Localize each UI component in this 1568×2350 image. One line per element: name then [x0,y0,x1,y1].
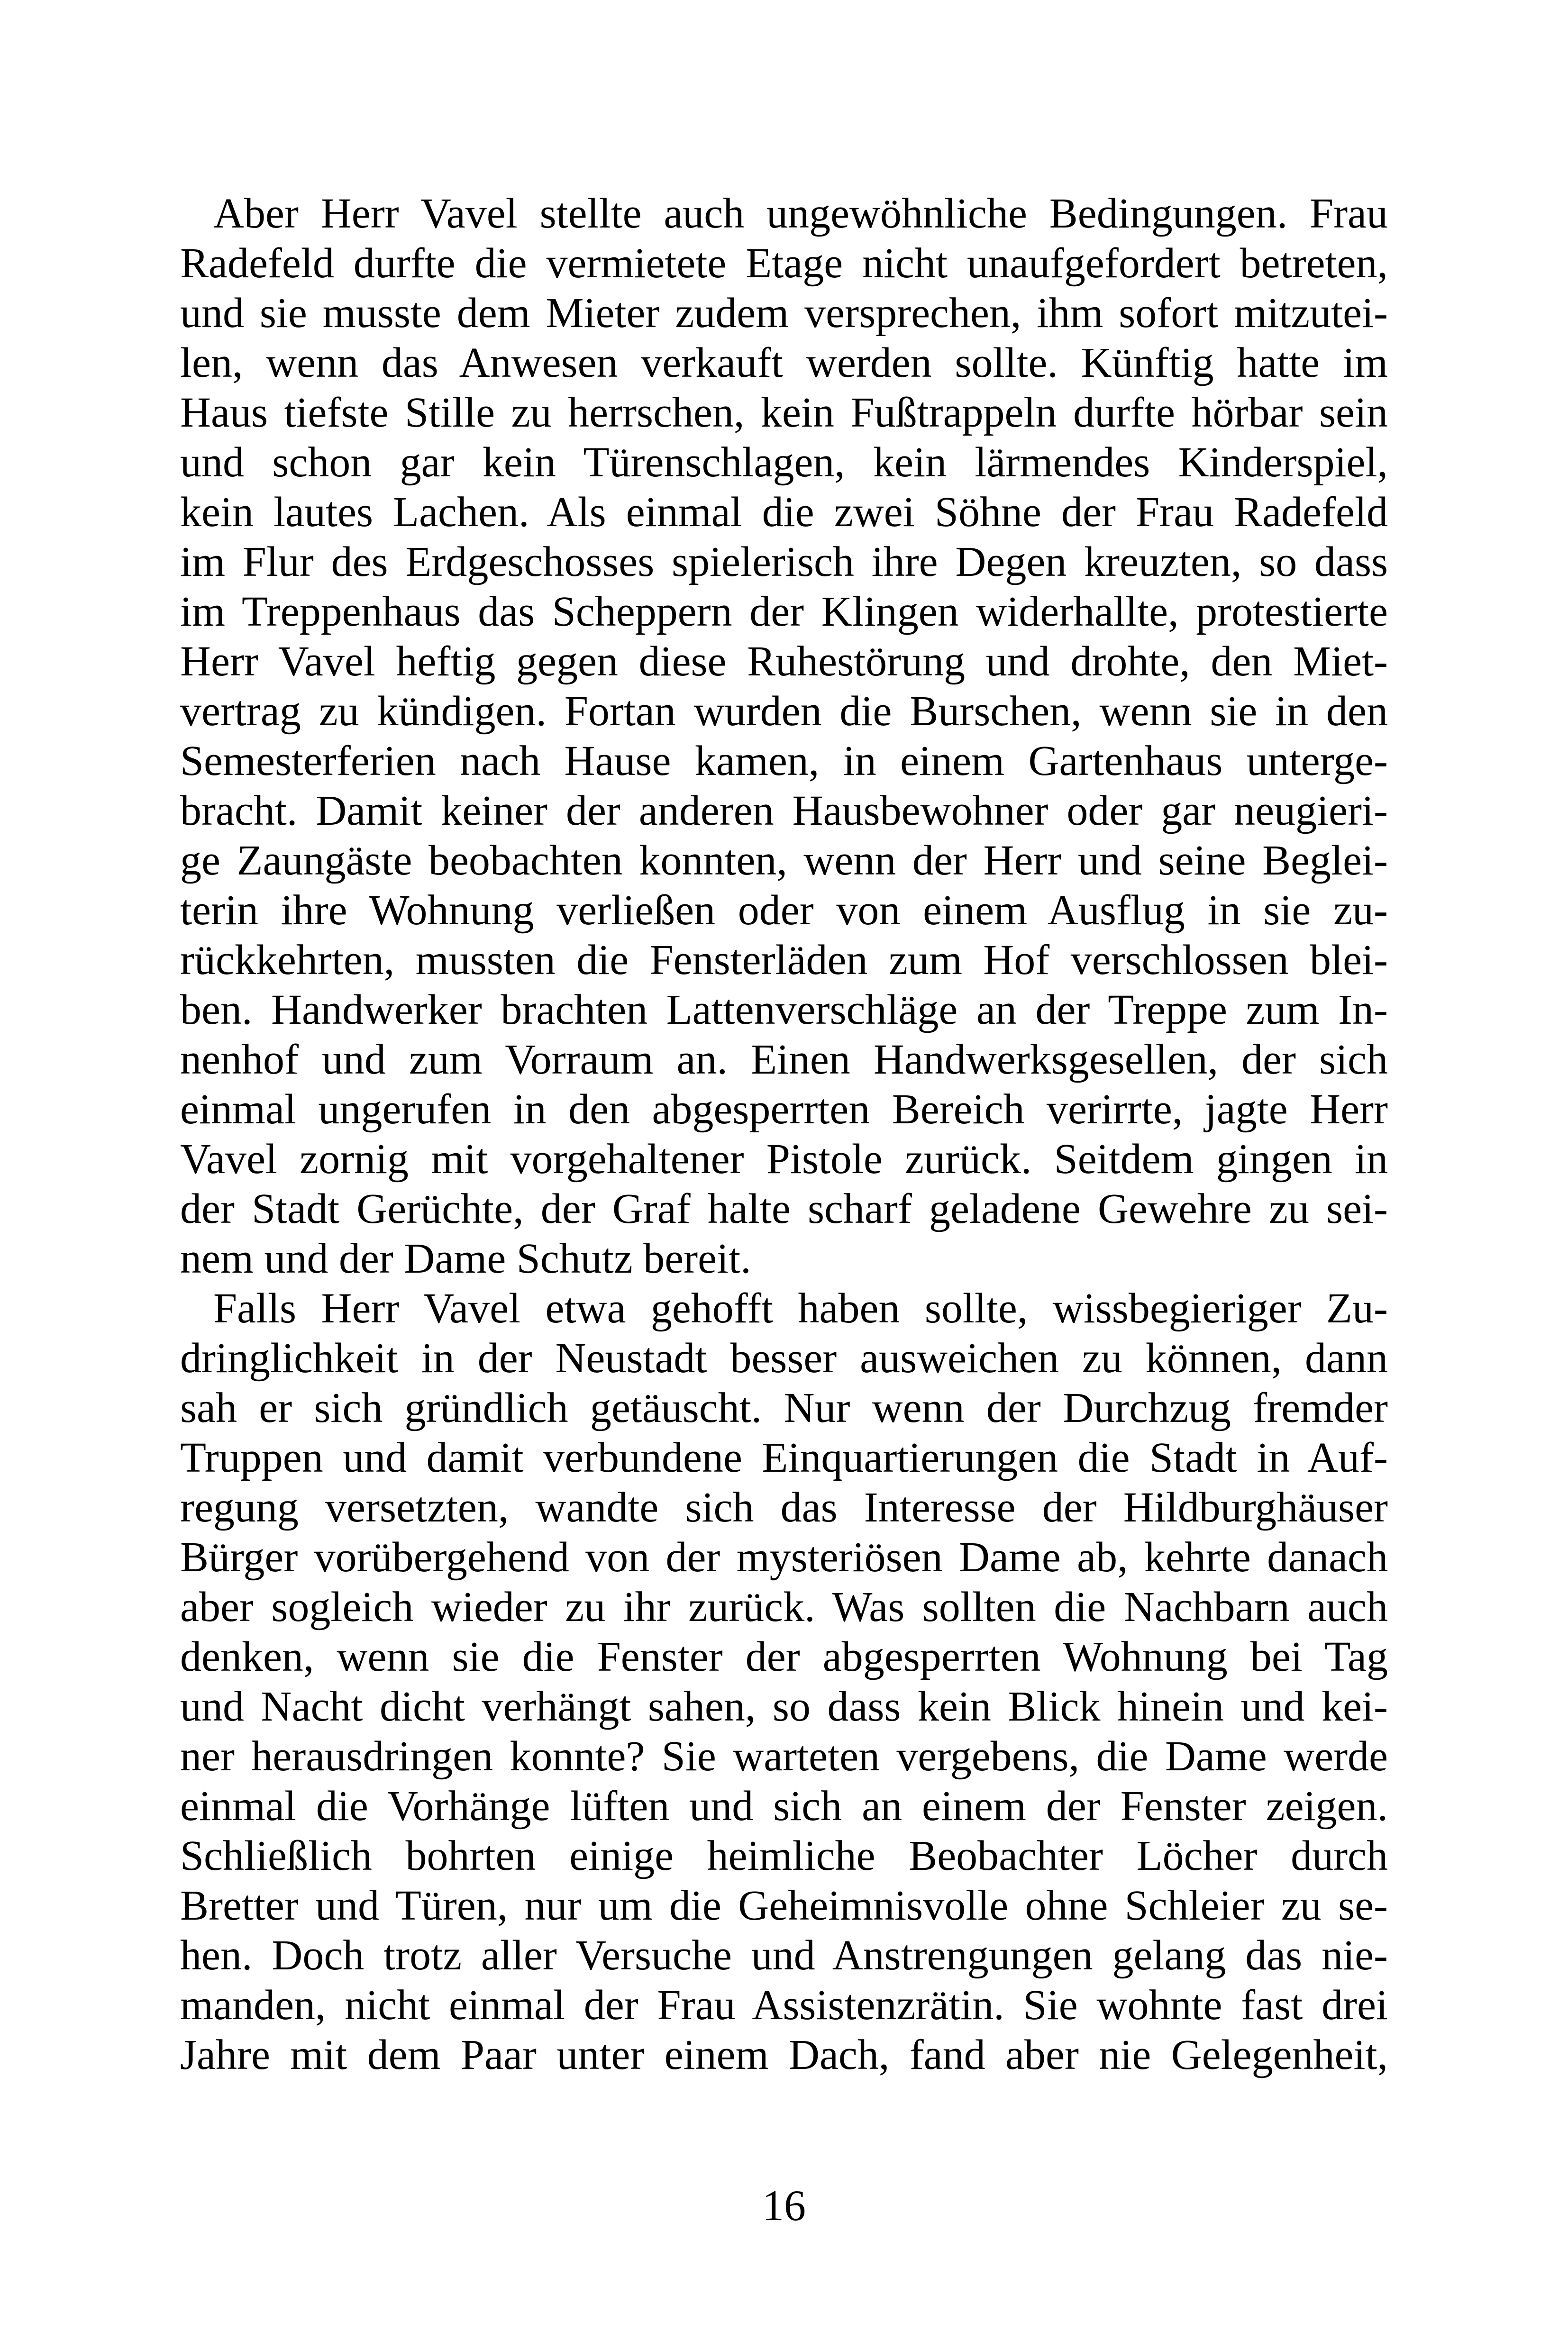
text-line: aber sogleich wieder zu ihr zurück. Was sollten die Nachbarn auch [180,1584,1388,1630]
text-line: ner herausdringen konnte? Sie warteten vergebens, die Dame werde [180,1733,1388,1780]
text-line: rückkehrten, mussten die Fensterläden zum Hof verschlossen blei- [180,937,1388,984]
text-line: hen. Doch trotz aller Versuche und Anstrengungen gelang das nie- [180,1932,1388,1979]
text-line: nem und der Dame Schutz bereit. [180,1235,751,1282]
text-line: einmal die Vorhänge lüften und sich an einem der Fenster zeigen. [180,1783,1388,1830]
page-number: 16 [762,2181,806,2230]
text-line: Haus tiefste Stille zu herrschen, kein Fußtrappeln durfte hörbar sein [180,389,1388,436]
text-line: Semesterferien nach Hause kamen, in einem Gartenhaus unterge- [180,738,1388,784]
text-line: manden, nicht einmal der Frau Assistenzrätin. Sie wohnte fast drei [180,1982,1388,2029]
text-line: ge Zaungäste beobachten konnten, wenn der Herr und seine Beglei- [180,837,1388,884]
paragraph-1 [180,189,1388,1284]
text-line: im Treppenhaus das Scheppern der Klingen widerhallte, protestierte [180,588,1388,635]
text-line: und sie musste dem Mieter zudem versprechen, ihm sofort mitzutei- [180,290,1388,337]
text-line: Truppen und damit verbundene Einquartierungen die Stadt in Auf- [180,1434,1388,1481]
text-line: im Flur des Erdgeschosses spielerisch ihre Degen kreuzten, so dass [180,538,1388,585]
text-line: Bretter und Türen, nur um die Geheimnisvolle ohne Schleier zu se- [180,1882,1388,1929]
text-line: sah er sich gründlich getäuscht. Nur wenn der Durchzug fremder [180,1384,1388,1431]
text-line: kein lautes Lachen. Als einmal die zwei Söhne der Frau Radefeld [180,489,1388,536]
text-line: Radefeld durfte die vermietete Etage nicht unaufgefordert betreten, [180,240,1388,287]
text-line: vertrag zu kündigen. Fortan wurden die Burschen, wenn sie in den [180,688,1388,735]
body-text [180,189,1388,2080]
text-line: bracht. Damit keiner der anderen Hausbewohner oder gar neugieri- [180,787,1388,834]
text-line: Bürger vorübergehend von der mysteriösen Dame ab, kehrte danach [180,1534,1388,1581]
text-line: Herr Vavel heftig gegen diese Ruhestörung und drohte, den Miet- [180,638,1388,685]
text-line: Jahre mit dem Paar unter einem Dach, fand aber nie Gelegenheit, [180,2031,1388,2078]
text-line: und schon gar kein Türenschlagen, kein lärmendes Kinderspiel, [180,439,1388,486]
text-line: denken, wenn sie die Fenster der abgesperrten Wohnung bei Tag [180,1633,1388,1680]
text-line: der Stadt Gerüchte, der Graf halte scharf geladene Gewehre zu sei- [180,1185,1388,1232]
text-line: Vavel zornig mit vorgehaltener Pistole zurück. Seitdem gingen in [180,1136,1388,1183]
text-line: nenhof und zum Vorraum an. Einen Handwerksgesellen, der sich [180,1036,1388,1083]
text-line: und Nacht dicht verhängt sahen, so dass kein Blick hinein und kei- [180,1683,1388,1730]
text-line: dringlichkeit in der Neustadt besser ausweichen zu können, dann [180,1335,1388,1382]
text-line: Falls Herr Vavel etwa gehofft haben sollte, wissbegieriger Zu- [213,1285,1388,1332]
text-line: len, wenn das Anwesen verkauft werden sollte. Künftig hatte im [180,339,1388,386]
paragraph-2 [180,1284,1388,2080]
text-line: ben. Handwerker brachten Lattenverschläge an der Treppe zum In- [180,986,1388,1033]
text-line: regung versetzten, wandte sich das Interesse der Hildburghäuser [180,1484,1388,1531]
text-line: einmal ungerufen in den abgesperrten Bereich verirrte, jagte Herr [180,1086,1388,1133]
text-line: Schließlich bohrten einige heimliche Beobachter Löcher durch [180,1832,1388,1879]
text-line: Aber Herr Vavel stellte auch ungewöhnliche Bedingungen. Frau [213,190,1388,237]
text-line: terin ihre Wohnung verließen oder von einem Ausflug in sie zu- [180,887,1388,934]
